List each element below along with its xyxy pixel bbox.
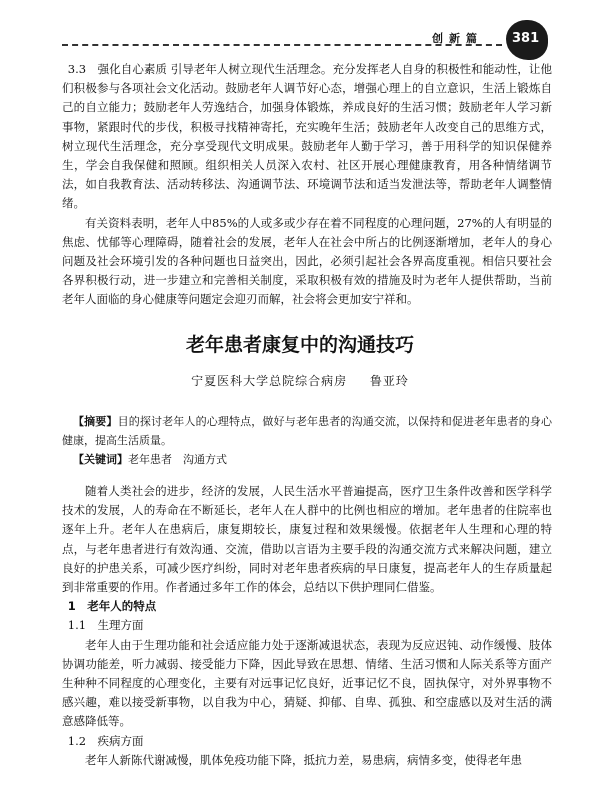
intro-paragraph: 随着人类社会的进步，经济的发展，人民生活水平普遍提高，医疗卫生条件改善和医学科学技术的发展，人的寿命在不断延长，老年人在人群中的比例也相应的增加。老年患者的住院率也逐年上升。老年人在患病后，康复期较长，康复过程和效果缓慢。依据老年人生理和心理的特点，与老年患者进行有效沟通、交流，借助以言语为主要手段的沟通交流方式来解决问题，建立良好的护患关系，可减少医疗纠纷，同时对老年患者疾病的早日康复，提高老年人的生存质量起到非常重要的作用。作者通过多年工作的体会，总结以下供护理同仁借鉴。 bbox=[62, 484, 552, 595]
subsection-heading: 1.2 疾病方面 bbox=[67, 733, 144, 748]
keywords-text: 老年患者 沟通方式 bbox=[128, 453, 227, 466]
keywords-label: 【关键词】 bbox=[73, 453, 128, 466]
subsection-heading: 1.1 生理方面 bbox=[67, 618, 144, 633]
page-number: 381 bbox=[512, 31, 540, 46]
paragraph: 3.3 强化自心素质 引导老年人树立现代生活理念。充分发挥老人自身的积极性和能动性，让他们积极参与各项社会文化活动。鼓励老年人调节好心态，增强心理上的自立意识，生活上锻炼自己的自立能力；鼓励老年人劳逸结合，加强身体锻炼，养成良好的生活习惯；鼓励老年人学习新事物，紧跟时代的步伐，积极寻找精神寄托，充实晚年生活；鼓励老年人改变自己的思维方式，树立现代生活理念，充分享受现代文明成果。鼓励老年人勤于学习，善于用科学的知识保健养生，学会自我保健和照顾。组织相关人员深入农村、社区开展心理健康教育，用各种情绪调节法，如自我教育法、活动转移法、沟通调节法、环境调节法和适当发泄法等，帮助老年人调整情绪。 bbox=[62, 62, 552, 211]
abstract-block bbox=[62, 412, 552, 469]
running-header-section: 创新篇 bbox=[432, 32, 483, 45]
abstract-label: 【摘要】 bbox=[73, 415, 118, 428]
article-body bbox=[62, 482, 552, 770]
section-heading: 1 老年人的特点 bbox=[67, 599, 157, 614]
keywords bbox=[62, 450, 552, 469]
abstract-text: 目的探讨老年人的心理特点，做好与老年患者的沟通交流，以保持和促进老年患者的身心健康，提高生活质量。 bbox=[62, 415, 553, 447]
author: 鲁亚玲 bbox=[369, 374, 409, 388]
abstract bbox=[62, 412, 552, 450]
previous-article-text bbox=[62, 60, 552, 310]
paragraph: 有关资料表明，老年人中85%的人或多或少存在着不同程度的心理问题，27%的人有明显的焦虑、忧郁等心理障碍，随着社会的发展，老年人在社会中所占的比例逐渐增加，老年人的身心问题及社会环境引发的各种问题也日益突出，因此，必须引起社会各界高度重视。相信只要社会各界积极行动，进一步建立和完善相关制度，采取积极有效的措施及时为老年人提供帮助，当前老年人面临的身心健康等问题定会迎刃而解，社会将会更加安宁祥和。 bbox=[62, 215, 552, 307]
paragraph: 老年人由于生理功能和社会适应能力处于逐渐减退状态，表现为反应迟钝、动作缓慢、肢体协调功能差，听力减弱、接受能力下降，因此导致在思想、情绪、生活习惯和人际关系等方面产生种种不同程度的心理变化，主要有对远事记忆良好，近事记忆不良，固执保守，对外界事物不感兴趣，难以接受新事物，以自我为中心，猜疑、抑郁、自卑、孤独、和空虚感以及对生活的满意感降低等。 bbox=[62, 637, 552, 729]
affiliation: 宁夏医科大学总院综合病房 bbox=[191, 374, 348, 388]
paragraph: 老年人新陈代谢减慢，肌体免疫功能下降，抵抗力差，易患病，病情多变，使得老年患 bbox=[85, 752, 522, 767]
article-title: 老年患者康复中的沟通技巧 bbox=[185, 334, 414, 356]
byline bbox=[0, 372, 600, 389]
page-number-badge bbox=[506, 20, 548, 60]
